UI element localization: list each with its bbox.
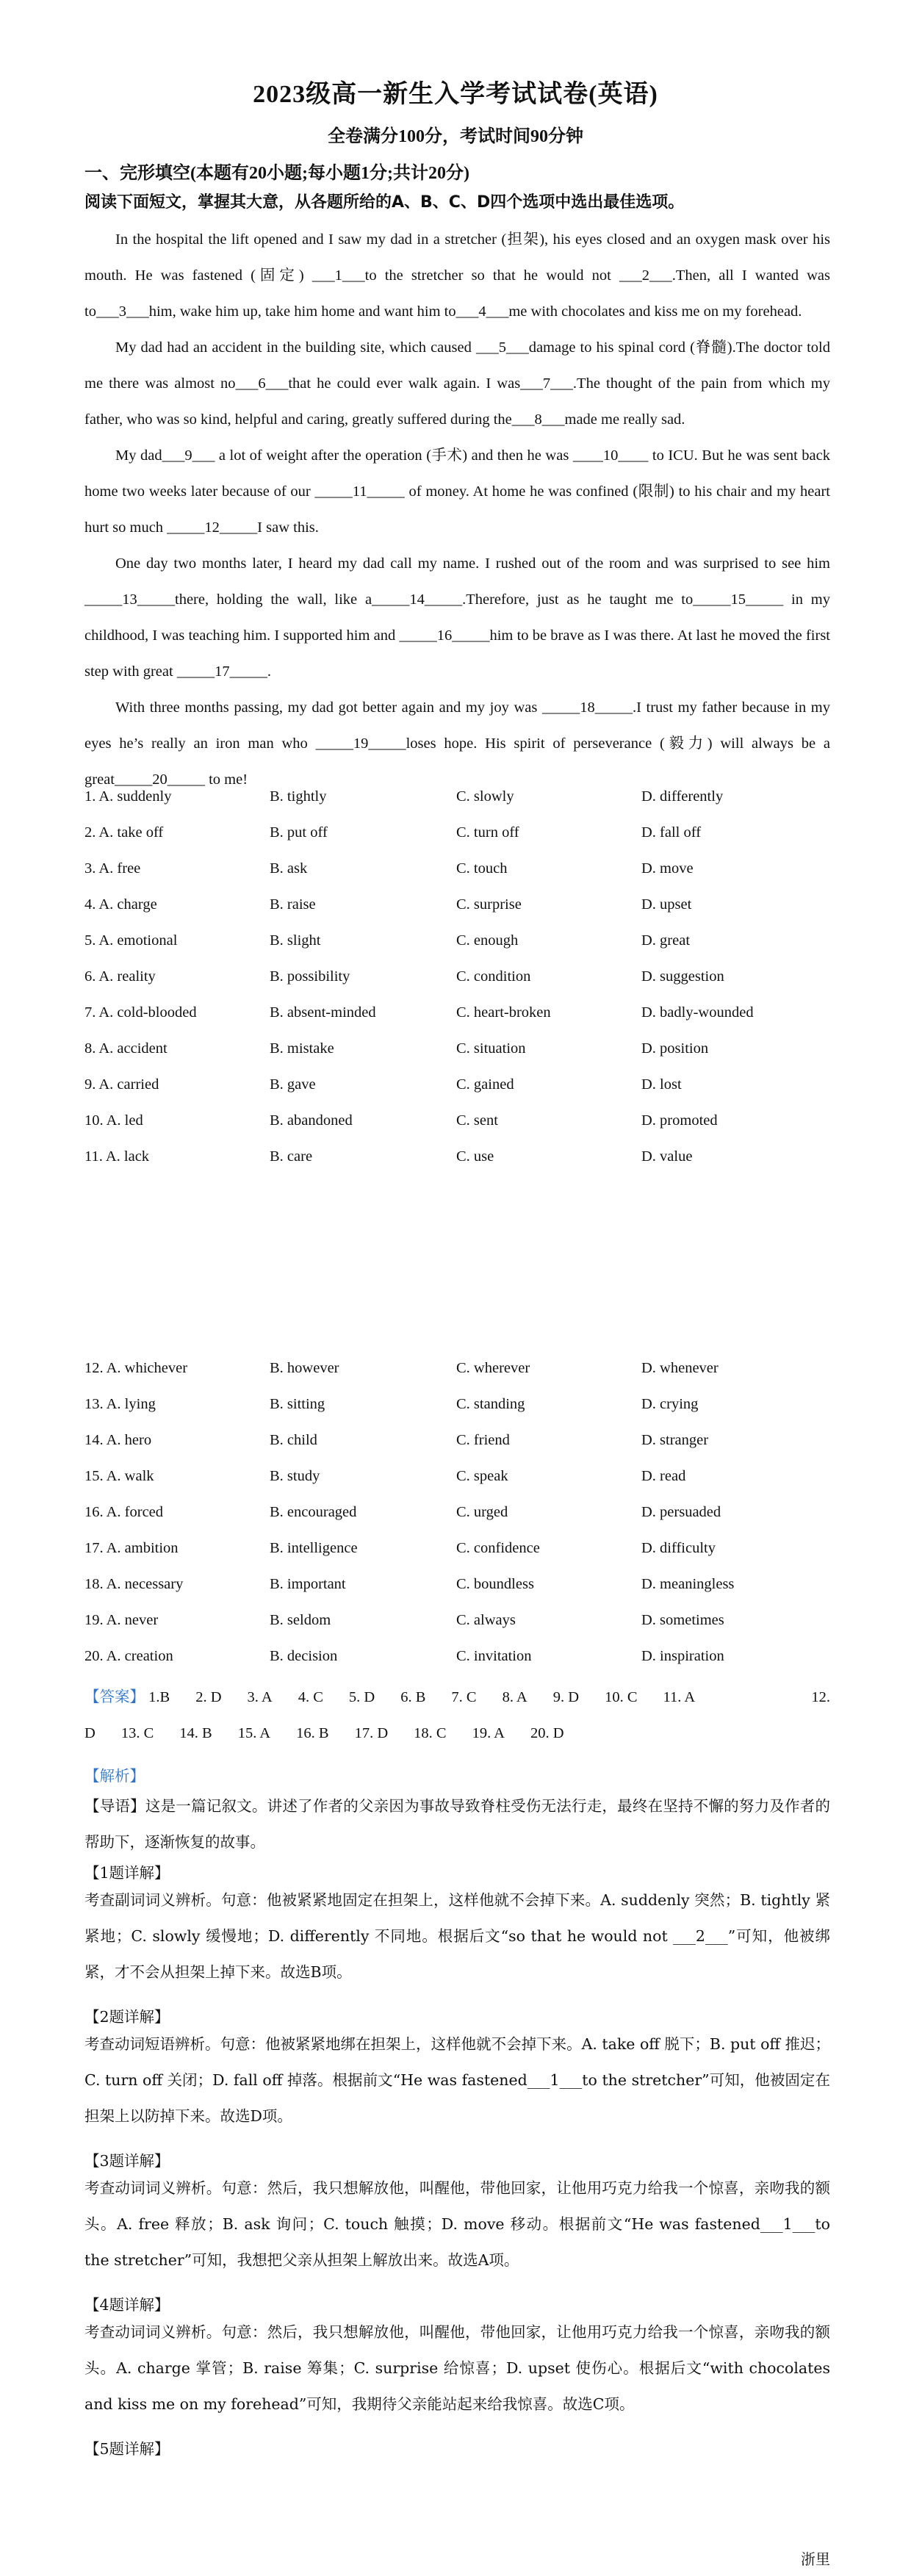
option-choice: 9. A. carried (84, 1076, 159, 1093)
option-choice: B. ask (270, 860, 308, 877)
analysis-item-body: 考查动词词义辨析。句意：然后，我只想解放他，叫醒他，带他回家，让他用巧克力给我一个惊喜，亲吻我的额头。A. free 释放；B. ask 询问；C. touch 触摸；D. move 移动。根据前文“He was fastened___1___to the stretcher”可知，我想把父亲从担架上解放出来。故选A项。 (84, 2179, 830, 2269)
option-choice: D. move (641, 860, 694, 877)
option-choice: C. turn off (456, 824, 519, 841)
passage-text: . (267, 663, 271, 680)
option-choice: C. gained (456, 1076, 514, 1093)
option-row (84, 860, 830, 896)
exam-subtitle: 全卷满分100分，考试时间90分钟 (328, 127, 583, 146)
passage-text: .Then, all I wanted was to (84, 267, 830, 320)
passage-text: .Therefore, just as he taught me to (462, 591, 694, 608)
passage-text: .The thought of the pain from which my father, who was so kind, helpful and caring, greatly suffered during the (84, 375, 830, 428)
analysis-item-head: 【3题详解】 (84, 2152, 170, 2170)
option-choice: B. child (270, 1432, 317, 1448)
option-choice: 16. A. forced (84, 1504, 164, 1520)
answer-item: 1.B (148, 1689, 170, 1705)
option-choice: 10. A. led (84, 1112, 143, 1129)
passage-text: One day two months later, I heard my dad call my name. I rushed out of the room and was surprised to see him (115, 555, 830, 572)
answer-item: 16. B (296, 1725, 329, 1741)
answer-item: 5. D (348, 1689, 375, 1705)
cloze-blank: ___3___ (96, 303, 149, 320)
option-choice: 12. A. whichever (84, 1360, 188, 1376)
option-choice: C. boundless (456, 1576, 534, 1592)
option-row (84, 1112, 830, 1148)
corner-text: 浙里 (801, 2550, 830, 2568)
option-choice: D. difficulty (641, 1540, 716, 1556)
cloze-blank: ___9___ (162, 447, 215, 464)
analysis-item-body: 考查副词词义辨析。句意：他被紧紧地固定在担架上，这样他就不会掉下来。A. suddenly 突然；B. tightly 紧紧地；C. slowly 缓慢地；D. differently 不同地。根据后文“so that he would not ___2___”可知，他被绑紧，才不会从担架上掉下来。故选B项。 (84, 1891, 830, 1981)
option-choice: D. lost (641, 1076, 682, 1093)
cloze-blank: ___7___ (520, 375, 573, 392)
option-choice: D. promoted (641, 1112, 718, 1129)
option-choice: D. crying (641, 1396, 699, 1412)
option-choice: D. badly-wounded (641, 1004, 754, 1021)
answer-line-1 (84, 1680, 830, 1716)
option-choice: B. slight (270, 932, 321, 949)
answer-label: 【答案】 (84, 1689, 145, 1705)
option-choice: 17. A. ambition (84, 1540, 179, 1556)
option-choice: B. absent-minded (270, 1004, 376, 1021)
answer-item: 8. A (502, 1689, 527, 1705)
option-choice: 2. A. take off (84, 824, 164, 841)
option-choice: B. sitting (270, 1396, 325, 1412)
passage-paragraph (84, 222, 830, 330)
option-choice: C. surprise (456, 896, 522, 913)
passage-text: In the hospital the lift opened and I saw my dad in a stretcher (担架), his eyes closed and an oxygen mask over his mouth. He was fastened (固定) (84, 231, 830, 284)
option-row (84, 1148, 830, 1184)
passage-text: to me! (204, 771, 248, 788)
passage-text: there, holding the wall, like a (175, 591, 372, 608)
passage-text: My dad had an accident in the building site, which caused (115, 339, 476, 356)
option-row (84, 932, 830, 968)
option-row (84, 1576, 830, 1612)
option-choice: 4. A. charge (84, 896, 157, 913)
option-choice: B. put off (270, 824, 328, 841)
option-choice: 14. A. hero (84, 1432, 152, 1448)
option-row (84, 1432, 830, 1468)
option-choice: B. encouraged (270, 1504, 357, 1520)
option-choice: C. always (456, 1612, 516, 1628)
option-choice: 18. A. necessary (84, 1576, 184, 1592)
option-row (84, 1360, 830, 1396)
option-choice: 5. A. emotional (84, 932, 178, 949)
answer-item: 12. (811, 1689, 830, 1705)
option-choice: C. friend (456, 1432, 510, 1448)
answer-item: 9. D (552, 1689, 580, 1705)
cloze-blank: _____18_____ (541, 699, 633, 716)
option-choice: C. wherever (456, 1360, 530, 1376)
option-choice: B. study (270, 1468, 320, 1484)
option-choice: C. invitation (456, 1648, 532, 1664)
option-choice: C. speak (456, 1468, 508, 1484)
option-row (84, 1540, 830, 1576)
option-row (84, 896, 830, 932)
option-choice: C. standing (456, 1396, 525, 1412)
passage-text: a lot of weight after the operation (手术) and then he was (215, 447, 573, 464)
passage-text: him to be brave as I was there. At last he moved the first step with great (84, 627, 830, 680)
option-choice: D. sometimes (641, 1612, 724, 1628)
option-choice: C. slowly (456, 788, 514, 805)
cloze-blank: _____20_____ (114, 771, 205, 788)
option-row (84, 1612, 830, 1648)
option-row (84, 788, 830, 824)
answer-line-2 (84, 1716, 830, 1752)
option-choice: B. intelligence (270, 1540, 358, 1556)
option-choice: 20. A. creation (84, 1648, 173, 1664)
answer-item: 13. C (120, 1725, 154, 1741)
cloze-blank: _____13_____ (84, 591, 175, 608)
passage-text: damage to his spinal cord (脊髓).The doctor told me there was almost no (84, 339, 831, 392)
cloze-blank: ___4___ (455, 303, 509, 320)
option-choice: 3. A. free (84, 860, 141, 877)
option-row (84, 1004, 830, 1040)
answer-item: 18. C (414, 1725, 447, 1741)
cloze-blank: _____14_____ (372, 591, 463, 608)
option-choice: D. read (641, 1468, 686, 1484)
option-choice: D. meaningless (641, 1576, 735, 1592)
answer-item: 2. D (195, 1689, 222, 1705)
passage-text: of money. At home he was confined (限制) to his chair and my heart hurt so much (84, 483, 830, 536)
passage-text: to the stretcher so that he would not (364, 267, 619, 284)
option-choice: B. care (270, 1148, 313, 1165)
passage-text: to ICU. But he was sent back home two weeks later because of our (84, 447, 830, 500)
answer-item: 20. D (530, 1725, 564, 1741)
passage-paragraph (84, 690, 830, 798)
answer-item: 10. C (605, 1689, 638, 1705)
passage-text: in my childhood, I was teaching him. I supported him and (84, 591, 830, 644)
option-choice: D. whenever (641, 1360, 719, 1376)
cloze-blank: ___2___ (619, 267, 672, 284)
passage-text: that he could ever walk again. I was (288, 375, 521, 392)
options-list-2 (84, 1360, 830, 1684)
answer-item: 3. A (247, 1689, 273, 1705)
cloze-blank: _____11_____ (314, 483, 405, 500)
option-choice: 6. A. reality (84, 968, 156, 985)
passage-text: made me really sad. (564, 411, 685, 428)
analysis-item-head: 【1题详解】 (84, 1864, 170, 1882)
option-choice: C. touch (456, 860, 508, 877)
cloze-blank: ___5___ (475, 339, 529, 356)
option-choice: B. abandoned (270, 1112, 353, 1129)
answer-item: 7. C (451, 1689, 477, 1705)
option-choice: 15. A. walk (84, 1468, 154, 1484)
analysis-item-body: 考查动词短语辨析。句意：他被紧紧地绑在担架上，这样他就不会掉下来。A. take off 脱下；B. put off 推迟；C. turn off 关闭；D. fall off 掉落。根据前文“He was fastened___1___to the stretcher”可知，他被固定在担架上以防掉下来。故选D项。 (84, 2035, 830, 2125)
analysis-item-head: 【4题详解】 (84, 2296, 170, 2314)
option-row (84, 824, 830, 860)
answer-item: 4. C (298, 1689, 323, 1705)
answer-item: 14. B (179, 1725, 212, 1741)
option-choice: D. great (641, 932, 691, 949)
passage-paragraph (84, 438, 830, 546)
section-instruction: 阅读下面短文，掌握其大意，从各题所给的A、B、C、D四个选项中选出最佳选项。 (84, 193, 685, 212)
answer-block (84, 1680, 830, 1752)
option-choice: D. fall off (641, 824, 702, 841)
analysis-intro: 【导语】这是一篇记叙文。讲述了作者的父亲因为事故导致脊柱受伤无法行走，最终在坚持不懈的努力及作者的帮助下，逐渐恢复的故事。 (84, 1797, 830, 1851)
cloze-blank: ___8___ (511, 411, 565, 428)
option-choice: D. persuaded (641, 1504, 721, 1520)
cloze-blank: _____12_____ (167, 519, 258, 536)
option-choice: B. raise (270, 896, 316, 913)
option-choice: C. urged (456, 1504, 508, 1520)
option-choice: D. inspiration (641, 1648, 724, 1664)
option-choice: B. gave (270, 1076, 316, 1093)
option-choice: C. use (456, 1148, 494, 1165)
option-choice: 7. A. cold-blooded (84, 1004, 197, 1021)
answer-item: D (84, 1725, 96, 1741)
option-row (84, 1040, 830, 1076)
option-choice: C. condition (456, 968, 531, 985)
option-row (84, 1504, 830, 1540)
passage-text: .I trust my father because in my eyes he’s really an iron man who (84, 699, 830, 752)
option-choice: 11. A. lack (84, 1148, 150, 1165)
option-choice: C. sent (456, 1112, 498, 1129)
option-choice: 1. A. suddenly (84, 788, 172, 805)
option-choice: C. situation (456, 1040, 526, 1057)
passage-text: loses hope. His spirit of perseverance (毅力) will always be a great (84, 735, 830, 788)
analysis-item-head: 【2题详解】 (84, 2008, 170, 2026)
option-choice: B. mistake (270, 1040, 334, 1057)
option-choice: D. differently (641, 788, 724, 805)
passage-paragraph (84, 546, 830, 690)
option-row (84, 1396, 830, 1432)
option-choice: 13. A. lying (84, 1396, 156, 1412)
option-choice: B. tightly (270, 788, 327, 805)
option-row (84, 1076, 830, 1112)
option-choice: 19. A. never (84, 1612, 159, 1628)
option-choice: B. important (270, 1576, 346, 1592)
passage-text: me with chocolates and kiss me on my forehead. (508, 303, 802, 320)
option-row (84, 1648, 830, 1684)
answer-item: 17. D (354, 1725, 389, 1741)
cloze-blank: _____17_____ (176, 663, 267, 680)
option-choice: D. value (641, 1148, 693, 1165)
option-row (84, 1468, 830, 1504)
option-choice: 8. A. accident (84, 1040, 168, 1057)
cloze-blank: ___6___ (235, 375, 289, 392)
option-choice: D. stranger (641, 1432, 709, 1448)
option-choice: B. possibility (270, 968, 350, 985)
option-choice: B. decision (270, 1648, 338, 1664)
options-list-1 (84, 788, 830, 1184)
section-title: 一、完形填空(本题有20小题;每小题1分;共计20分) (84, 164, 469, 183)
analysis-item-head: 【5题详解】 (84, 2440, 170, 2458)
option-choice: D. position (641, 1040, 709, 1057)
analysis-label: 【解析】 (84, 1767, 145, 1785)
cloze-blank: ___1___ (312, 267, 365, 284)
answer-item: 15. A (237, 1725, 271, 1741)
passage-text: I saw this. (257, 519, 319, 536)
analysis-item-body: 考查动词词义辨析。句意：然后，我只想解放他，叫醒他，带他回家，让他用巧克力给我一个惊喜，亲吻我的额头。A. charge 掌管；B. raise 筹集；C. surprise 给惊喜；D. upset 使伤心。根据后文“with chocolates and kiss me on my forehead”可知，我期待父亲能站起来给我惊喜。故选C项。 (84, 2323, 830, 2413)
cloze-blank: _____16_____ (399, 627, 490, 644)
answer-item: 19. A (472, 1725, 505, 1741)
passage-paragraph (84, 330, 830, 438)
option-choice: C. confidence (456, 1540, 540, 1556)
cloze-blank: _____15_____ (693, 591, 784, 608)
option-row (84, 968, 830, 1004)
cloze-blank: ____10____ (572, 447, 649, 464)
option-choice: C. enough (456, 932, 519, 949)
option-choice: D. upset (641, 896, 692, 913)
option-choice: C. heart-broken (456, 1004, 551, 1021)
option-choice: B. however (270, 1360, 339, 1376)
answer-item: 6. B (400, 1689, 426, 1705)
cloze-blank: _____19_____ (315, 735, 406, 752)
option-choice: B. seldom (270, 1612, 331, 1628)
option-choice: D. suggestion (641, 968, 724, 985)
exam-title: 2023级高一新生入学考试试卷(英语) (253, 81, 658, 108)
passage-text: My dad (115, 447, 162, 464)
answer-item: 11. A (663, 1689, 696, 1705)
passage-text: him, wake him up, take him home and want him to (148, 303, 456, 320)
passage-text: With three months passing, my dad got better again and my joy was (115, 699, 542, 716)
